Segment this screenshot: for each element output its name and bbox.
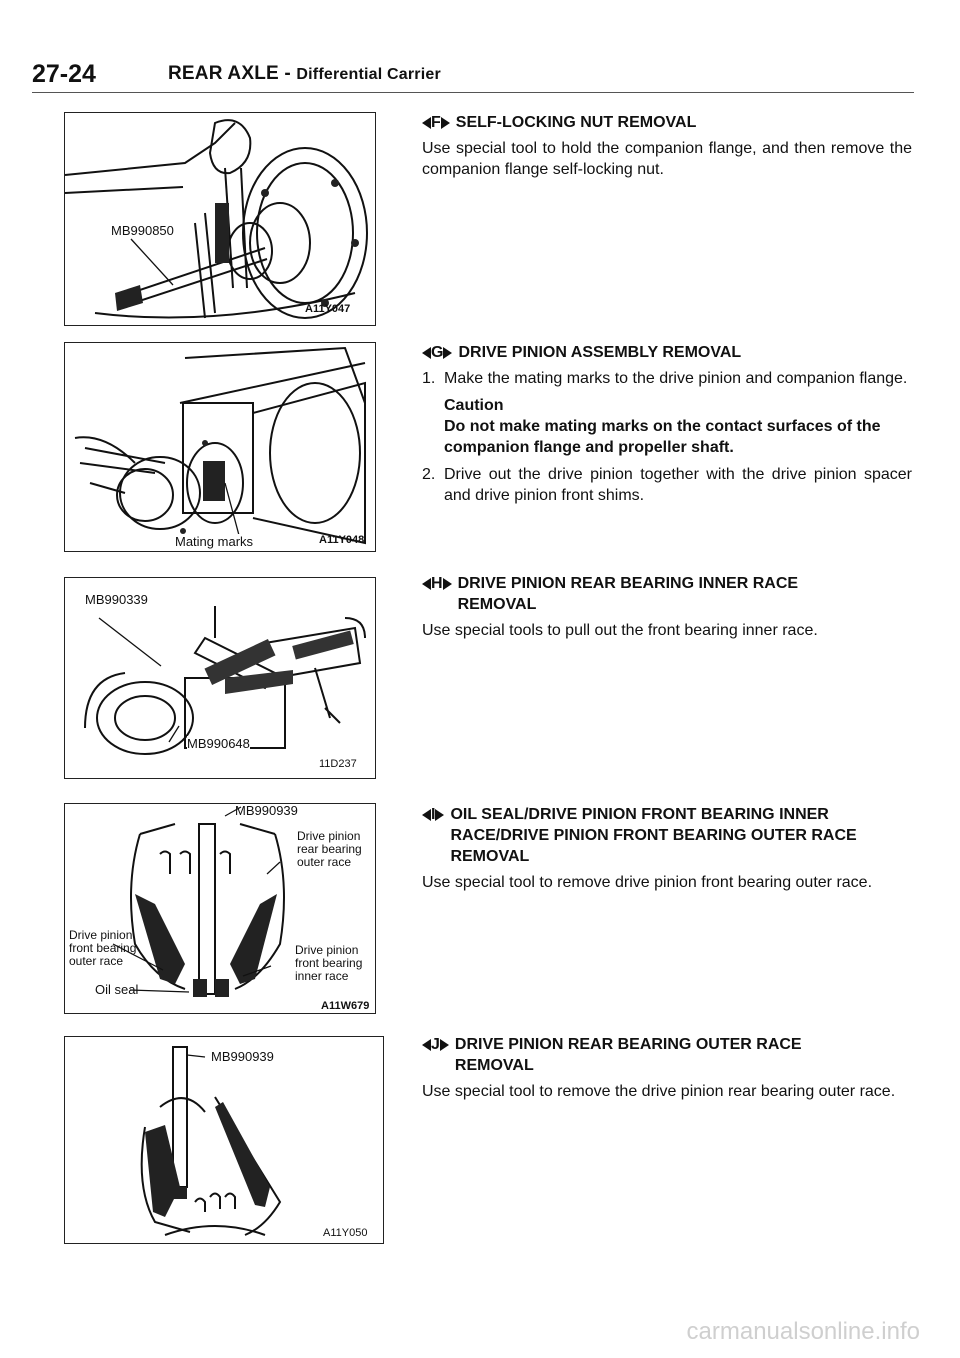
step-text: Drive out the drive pinion together with the drive pinion spacer and drive pinion front shims. xyxy=(444,466,912,504)
figure-code: A11Y048 xyxy=(319,534,365,546)
section-heading-text: DRIVE PINION ASSEMBLY REMOVAL xyxy=(458,344,742,361)
title-subtitle: Differential Carrier xyxy=(296,66,441,83)
illustration-rear-bearing-tool xyxy=(65,1037,384,1244)
section-tag: J xyxy=(422,1034,449,1055)
figure-label: Drive pinion rear bearing outer race xyxy=(297,829,362,869)
step-2 xyxy=(422,464,912,506)
section-heading xyxy=(422,342,912,363)
triangle-right-icon xyxy=(435,809,444,821)
figure-rear-bearing-outer-race-removal xyxy=(64,1036,384,1244)
title-dash: - xyxy=(284,63,291,84)
figure-label: Oil seal xyxy=(95,982,139,997)
figure-pinion-rear-bearing-removal xyxy=(64,577,376,779)
section-tag: H xyxy=(422,573,452,594)
section-h xyxy=(422,573,912,641)
step-text: Make the mating marks to the drive pinion and companion flange. xyxy=(444,370,908,387)
figure-code: A11Y047 xyxy=(305,303,351,315)
section-body: Use special tools to pull out the front bearing inner race. xyxy=(422,622,818,639)
figure-label: Drive pinion front bearing outer race xyxy=(69,928,137,968)
section-f xyxy=(422,112,912,180)
triangle-right-icon xyxy=(440,1039,449,1051)
figure-label: MB990939 xyxy=(211,1049,274,1064)
figure-code: A11W679 xyxy=(321,1000,370,1012)
caution-block xyxy=(444,395,912,458)
triangle-left-icon xyxy=(422,117,431,129)
section-heading-text: DRIVE PINION REAR BEARING INNER RACE REMOVAL xyxy=(457,575,799,613)
figure-label: MB990648 xyxy=(187,736,250,751)
caution-title: Caution xyxy=(444,397,504,414)
figure-label: Mating marks xyxy=(175,534,254,549)
step-number: 1. xyxy=(422,370,436,387)
section-body: Use special tool to remove the drive pinion rear bearing outer race. xyxy=(422,1083,896,1100)
triangle-right-icon xyxy=(443,347,452,359)
triangle-right-icon xyxy=(441,117,450,129)
step-number: 2. xyxy=(422,466,436,483)
illustration-mating-marks xyxy=(65,343,376,552)
page-number: 27-24 xyxy=(32,60,96,88)
illustration-wrench-holding-flange xyxy=(65,113,376,326)
section-heading xyxy=(422,112,912,133)
figure-mating-marks xyxy=(64,342,376,552)
figure-code: A11Y050 xyxy=(323,1227,368,1239)
section-tag: I xyxy=(422,804,444,825)
caution-text: Do not make mating marks on the contact surfaces of the companion flange and propeller shaft. xyxy=(444,418,881,456)
figure-self-locking-nut-removal xyxy=(64,112,376,326)
triangle-left-icon xyxy=(422,809,431,821)
triangle-right-icon xyxy=(443,578,452,590)
title-main: REAR AXLE xyxy=(168,63,279,84)
section-heading xyxy=(422,804,912,867)
section-heading-text: OIL SEAL/DRIVE PINION FRONT BEARING INNER RACE/DRIVE PINION FRONT BEARING OUTER RACE REMOVAL xyxy=(450,806,857,865)
triangle-left-icon xyxy=(422,1039,431,1051)
section-heading-text: DRIVE PINION REAR BEARING OUTER RACE REMOVAL xyxy=(454,1036,802,1074)
section-heading xyxy=(422,1034,912,1076)
header-rule xyxy=(32,92,914,93)
section-heading xyxy=(422,573,912,615)
section-j xyxy=(422,1034,912,1102)
figure-label: MB990939 xyxy=(235,803,298,818)
figure-oil-seal-front-bearing-removal xyxy=(64,803,376,1014)
section-tag: G xyxy=(422,342,452,363)
figure-label: MB990850 xyxy=(111,223,174,238)
section-i xyxy=(422,804,912,893)
section-body: Use special tool to remove drive pinion front bearing outer race. xyxy=(422,874,873,891)
triangle-left-icon xyxy=(422,347,431,359)
figure-label: Drive pinion front bearing inner race xyxy=(295,943,363,983)
section-tag: F xyxy=(422,112,450,133)
watermark: carmanualsonline.info xyxy=(686,1318,920,1345)
triangle-left-icon xyxy=(422,578,431,590)
figure-label: MB990339 xyxy=(85,592,148,607)
page-title xyxy=(168,63,441,85)
section-heading-text: SELF-LOCKING NUT REMOVAL xyxy=(455,114,697,131)
step-1 xyxy=(422,368,912,389)
figure-code: 11D237 xyxy=(319,758,357,770)
section-body: Use special tool to hold the companion flange, and then remove the companion flange self-locking nut. xyxy=(422,140,912,178)
section-g xyxy=(422,342,912,506)
